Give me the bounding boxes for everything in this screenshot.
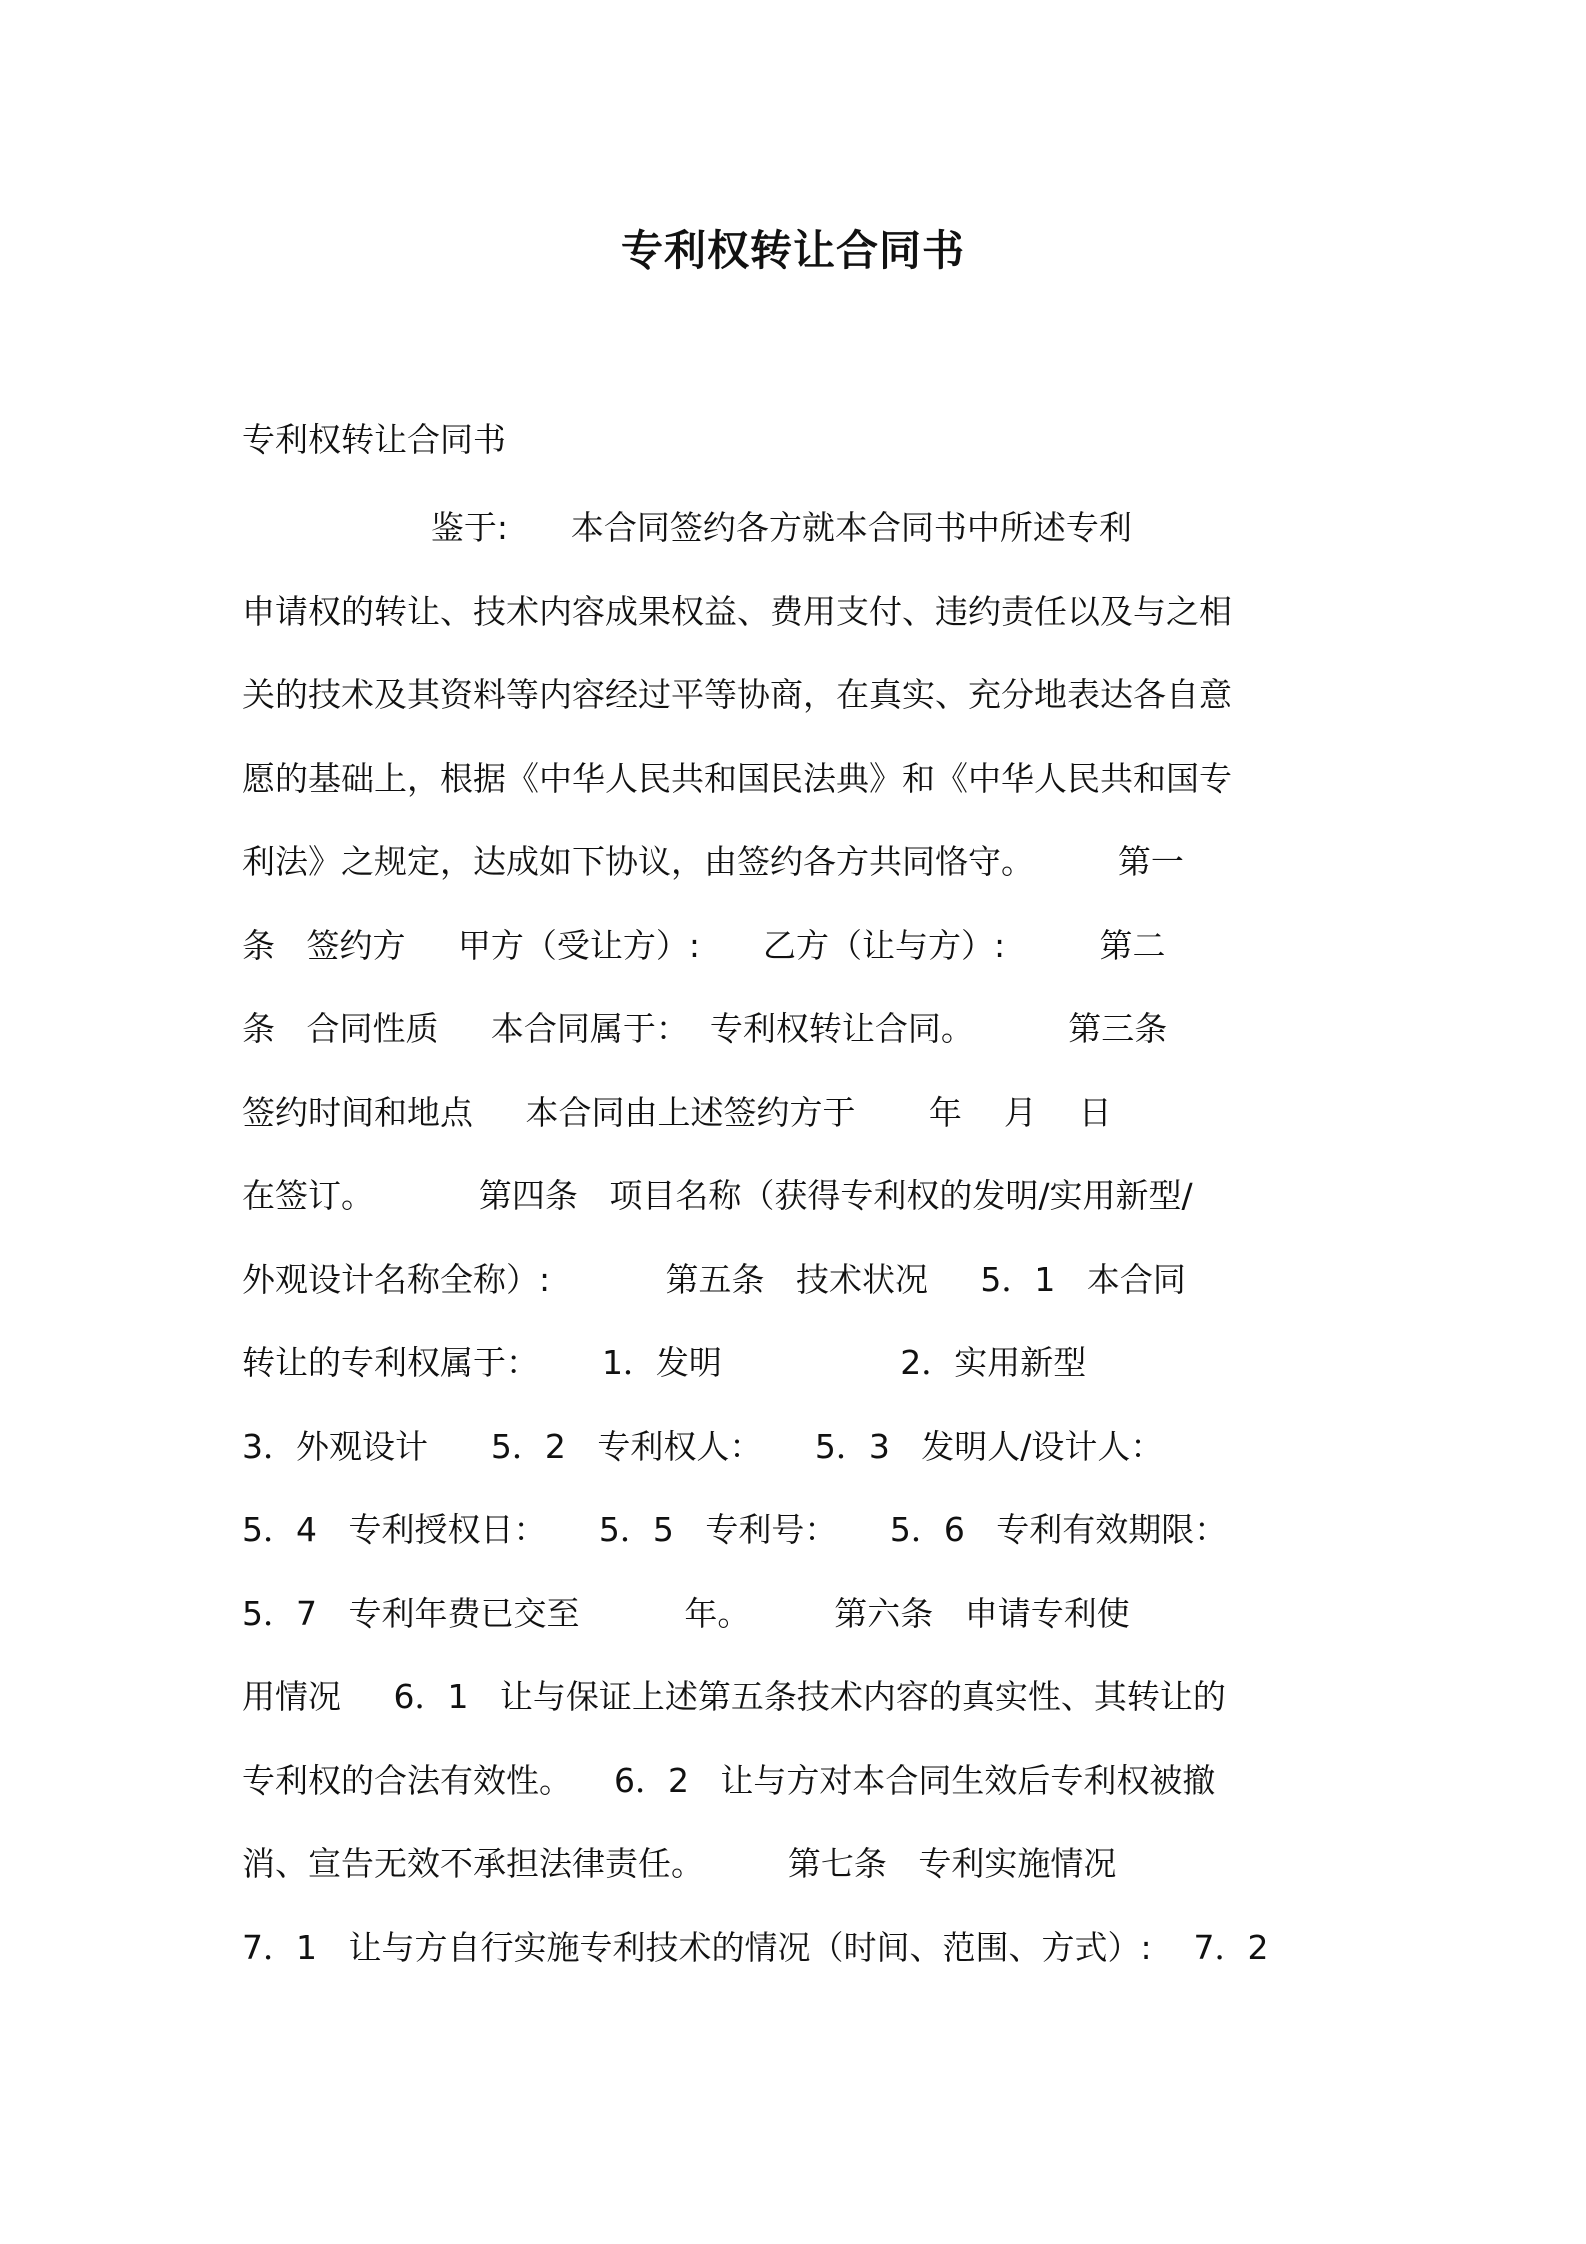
body-line: 申请权的转让、技术内容成果权益、费用支付、违约责任以及与之相 bbox=[242, 591, 1232, 631]
body-line: 鉴于: 本合同签约各方就本合同书中所述专利 bbox=[242, 508, 1132, 547]
document-body bbox=[242, 486, 1356, 1989]
body-line: 用情况 6．1 让与保证上述第五条技术内容的真实性、其转让的 bbox=[242, 1677, 1226, 1716]
body-line: 专利权的合法有效性。 6．2 让与方对本合同生效后专利权被撤 bbox=[242, 1760, 1216, 1800]
body-line: 3．外观设计 5．2 专利权人： 5．3 发明人/设计人： bbox=[242, 1426, 1164, 1466]
body-line: 条 签约方 甲方（受让方）: 乙方（让与方）: 第二 bbox=[242, 925, 1166, 965]
body-line: 5．7 专利年费已交至 年。 第六条 申请专利使 bbox=[242, 1593, 1130, 1633]
body-line: 外观设计名称全称）: 第五条 技术状况 5．1 本合同 bbox=[242, 1259, 1186, 1299]
body-line: 消、宣告无效不承担法律责任。 第七条 专利实施情况 bbox=[242, 1844, 1117, 1883]
body-line: 在签订。 第四条 项目名称（获得专利权的发明/实用新型/ bbox=[242, 1176, 1193, 1215]
body-line: 转让的专利权属于： 1．发明 2．实用新型 bbox=[242, 1343, 1087, 1382]
document-title: 专利权转让合同书 bbox=[620, 226, 965, 275]
body-line: 利法》之规定，达成如下协议，由签约各方共同恪守。 第一 bbox=[242, 842, 1184, 881]
body-line: 条 合同性质 本合同属于： 专利权转让合同。 第三条 bbox=[242, 1009, 1168, 1048]
body-line: 关的技术及其资料等内容经过平等协商，在真实、充分地表达各自意 bbox=[242, 675, 1232, 714]
document-subtitle: 专利权转让合同书 bbox=[242, 420, 506, 459]
body-line: 签约时间和地点 本合同由上述签约方于 年 月 日 bbox=[242, 1092, 1112, 1132]
body-line: 愿的基础上，根据《中华人民共和国民法典》和《中华人民共和国专 bbox=[242, 758, 1232, 798]
body-line: 5．4 专利授权日： 5．5 专利号： 5．6 专利有效期限： bbox=[242, 1510, 1228, 1549]
body-line: 7．1 让与方自行实施专利技术的情况（时间、范围、方式）: 7．2 bbox=[242, 1927, 1269, 1967]
